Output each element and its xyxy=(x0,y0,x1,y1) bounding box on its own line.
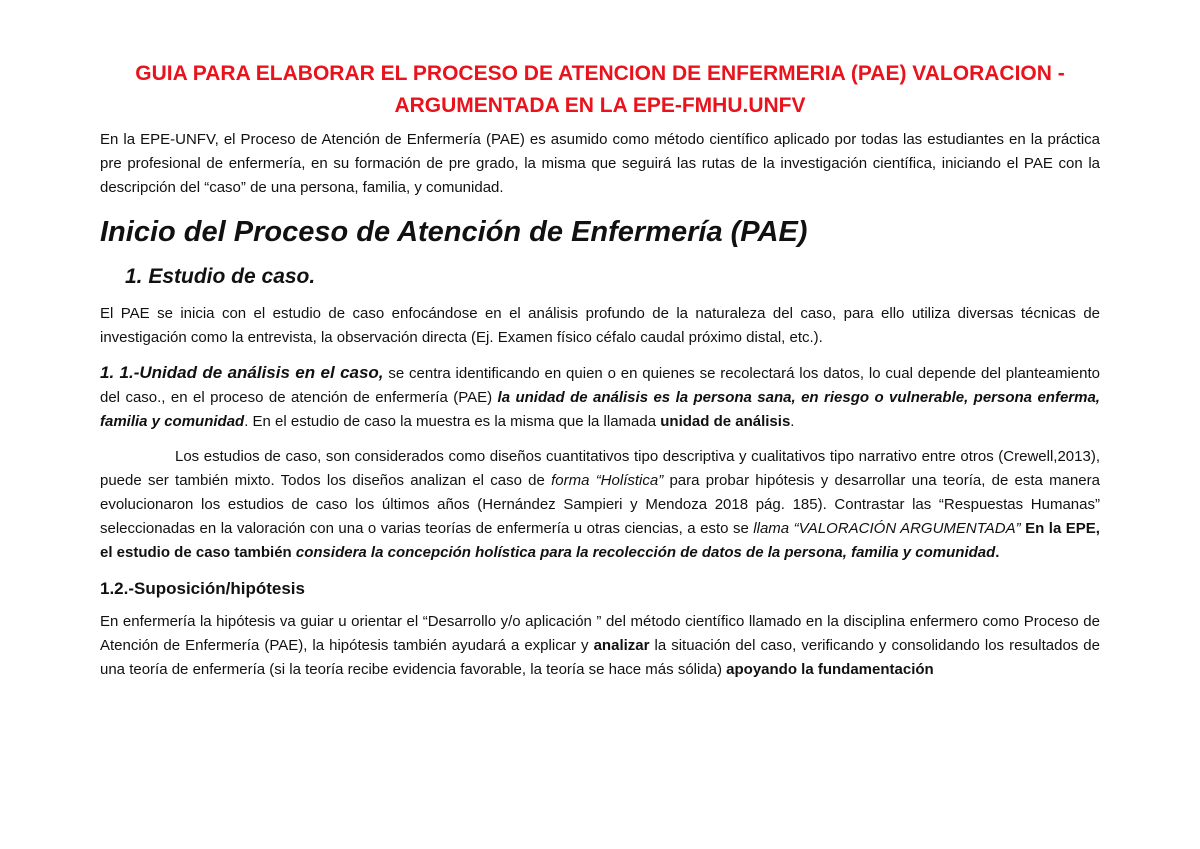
section-1-1-emphasis: la unidad de análisis es la persona sana, en riesgo o vulnerable, persona enferma, familia y comunidad xyxy=(100,389,1100,430)
section-1-1-bold: unidad de análisis xyxy=(660,413,791,430)
section-1-1-label: 1. 1.-Unidad de análisis en el caso, xyxy=(100,363,384,382)
section-1-2-bold-a: analizar xyxy=(593,637,650,654)
intro-paragraph: En la EPE-UNFV, el Proceso de Atención de Enfermería (PAE) es asumido como método científico aplicado por todas las estudiantes en la práctica pre profesional de enfermería, en su formación de pre grado, la misma que seguirá las rutas de la investigación científica, iniciando el PAE con la descripción del “caso” de una persona, familia, y comunidad. xyxy=(100,131,1100,196)
case-study-text-a: Los estudios de caso, son considerados como diseños cuantitativos tipo descriptiva y cualitativos tipo narrativo entre otros (Crewell,2013), puede ser también mixto. Todos los diseños analizan el caso de xyxy=(100,448,1100,489)
section-1-1-paragraph xyxy=(100,361,1100,434)
case-study-text-b: para probar hipótesis y desarrollar una teoría, de esta manera evolucionaron los estudios de caso los últimos años (Hernández Sampieri y Mendoza 2018 pág. 185). Contrastar las “Respuestas Humanas” seleccionadas en la valoración con una o varias teorías de enfermería u otras ciencias, a esto se xyxy=(100,472,1100,537)
document-title: GUIA PARA ELABORAR EL PROCESO DE ATENCION DE ENFERMERIA (PAE) VALORACION - ARGUMENTADA EN LA EPE-FMHU.UNFV xyxy=(135,62,1065,117)
case-study-bold-e: . xyxy=(995,544,1000,561)
section-1-1-text-a: se centra identificando en quien o en quienes se recolectará los datos, lo cual depende del planteamiento del caso., en el proceso de atención de enfermería (PAE) xyxy=(100,365,1101,406)
section-1-1-text-b: . En el estudio de caso la muestra es la misma que la llamada xyxy=(244,413,661,430)
case-study-italic-b: llama “VALORACIÓN ARGUMENTADA” xyxy=(753,520,1021,537)
section-1-2-heading: 1.2.-Suposición/hipótesis xyxy=(100,579,305,598)
section-1-1-text-c: . xyxy=(790,413,795,430)
case-study-paragraph xyxy=(100,445,1100,565)
section-1-heading: 1. Estudio de caso. xyxy=(125,265,316,288)
section-1-2-paragraph xyxy=(100,610,1100,682)
case-study-italic-a: forma “Holística” xyxy=(551,472,664,489)
case-study-bold-italic-d: considera la concepción holística para la recolección de datos de la persona, familia y comunidad xyxy=(295,544,996,561)
section-1-2-bold-b: apoyando la fundamentación xyxy=(726,661,934,678)
section-1-2-text-b: la situación del caso, verificando y consolidando los resultados de una teoría de enfermería (si la teoría recibe evidencia favorable, la teoría se hace más sólida) xyxy=(100,637,1100,678)
section-1-2-text-a: En enfermería la hipótesis va guiar u orientar el “Desarrollo y/o aplicación ” del método científico llamado en la disciplina enfermero como Proceso de Atención de Enfermería (PAE), la hipótesis también ayudará a explicar y xyxy=(100,613,1100,654)
section-1-paragraph: El PAE se inicia con el estudio de caso enfocándose en el análisis profundo de la naturaleza del caso, para ello utiliza diversas técnicas de investigación como la entrevista, la observación directa (Ej. Examen físico céfalo caudal próximo distal, etc.). xyxy=(100,305,1100,346)
case-study-bold-c: En la EPE, el estudio de caso también xyxy=(100,520,1100,561)
main-heading: Inicio del Proceso de Atención de Enfermería (PAE) xyxy=(100,216,808,248)
